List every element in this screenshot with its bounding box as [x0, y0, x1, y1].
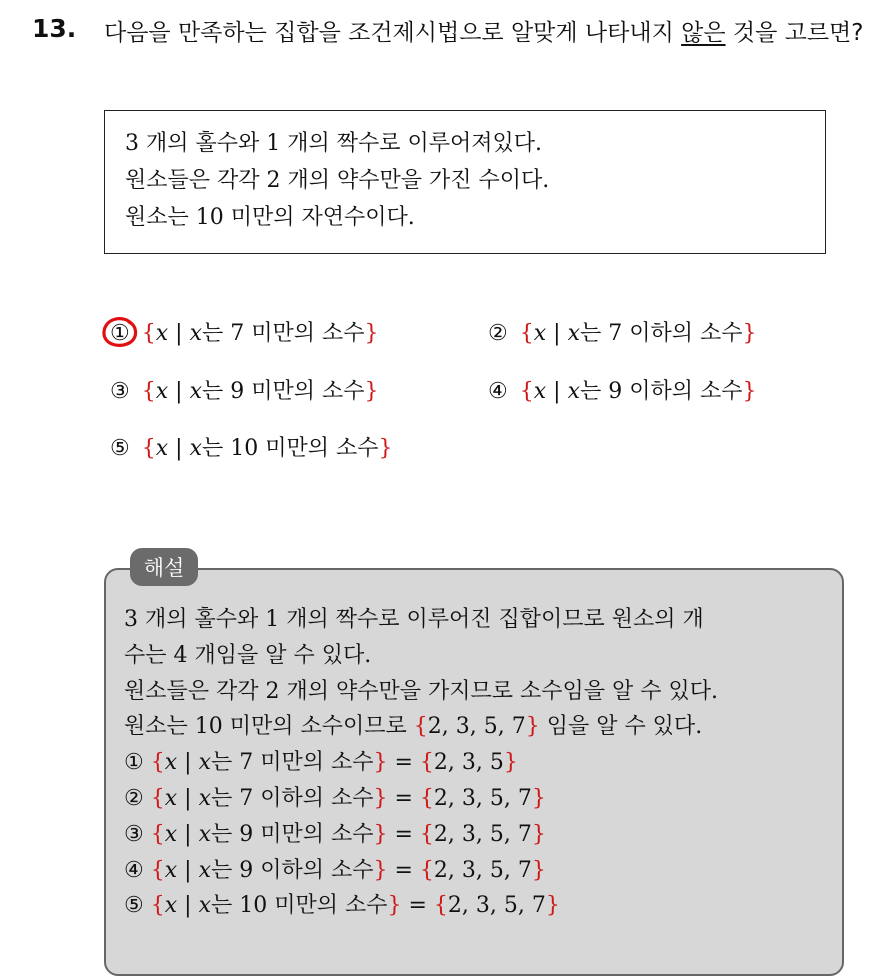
explanation-row-4: ④ {x | x는 9 이하의 소수} = {2, 3, 5, 7} [124, 857, 546, 883]
explanation-line-4: 원소는 10 미만의 소수이므로 {2, 3, 5, 7} 임을 알 수 있다. [124, 714, 703, 740]
explanation-row-5: ⑤ {x | x는 10 미만의 소수} = {2, 3, 5, 7} [124, 893, 560, 919]
condition-line-1: 3 개의 홀수와 1 개의 짝수로 이루어져있다. [125, 131, 542, 156]
option-4[interactable]: ④ {x | x는 9 이하의 소수} [488, 379, 757, 404]
conditions-box [104, 110, 826, 254]
answer-circle-mark-icon [101, 316, 141, 350]
explanation-line-3: 원소들은 각각 2 개의 약수만을 가지므로 소수임을 알 수 있다. [124, 678, 718, 704]
explanation-row-2: ② {x | x는 7 이하의 소수} = {2, 3, 5, 7} [124, 785, 546, 811]
option-1[interactable]: ① {x | x는 7 미만의 소수} [110, 321, 379, 346]
option-2[interactable]: ② {x | x는 7 이하의 소수} [488, 321, 757, 346]
option-3[interactable]: ③ {x | x는 9 미만의 소수} [110, 379, 379, 404]
question-number: 13. [32, 14, 77, 43]
condition-line-3: 원소는 10 미만의 자연수이다. [125, 205, 415, 230]
explanation-line-2: 수는 4 개임을 알 수 있다. [124, 642, 372, 668]
explanation-row-1: ① {x | x는 7 미만의 소수} = {2, 3, 5} [124, 750, 518, 776]
explanation-content [124, 602, 836, 924]
explanation-line-1: 3 개의 홀수와 1 개의 짝수로 이루어진 집합이므로 원소의 개 [124, 607, 704, 632]
option-5[interactable]: ⑤ {x | x는 10 미만의 소수} [110, 436, 393, 461]
question-text: 다음을 만족하는 집합을 조건제시법으로 알맞게 나타내지 않은 것을 고르면? [104, 20, 864, 46]
explanation-row-3: ③ {x | x는 9 미만의 소수} = {2, 3, 5, 7} [124, 821, 546, 847]
condition-line-2: 원소들은 각각 2 개의 약수만을 가진 수이다. [125, 168, 550, 193]
underlined-word: 않은 [681, 20, 726, 46]
explanation-label: 해설 [130, 548, 198, 586]
